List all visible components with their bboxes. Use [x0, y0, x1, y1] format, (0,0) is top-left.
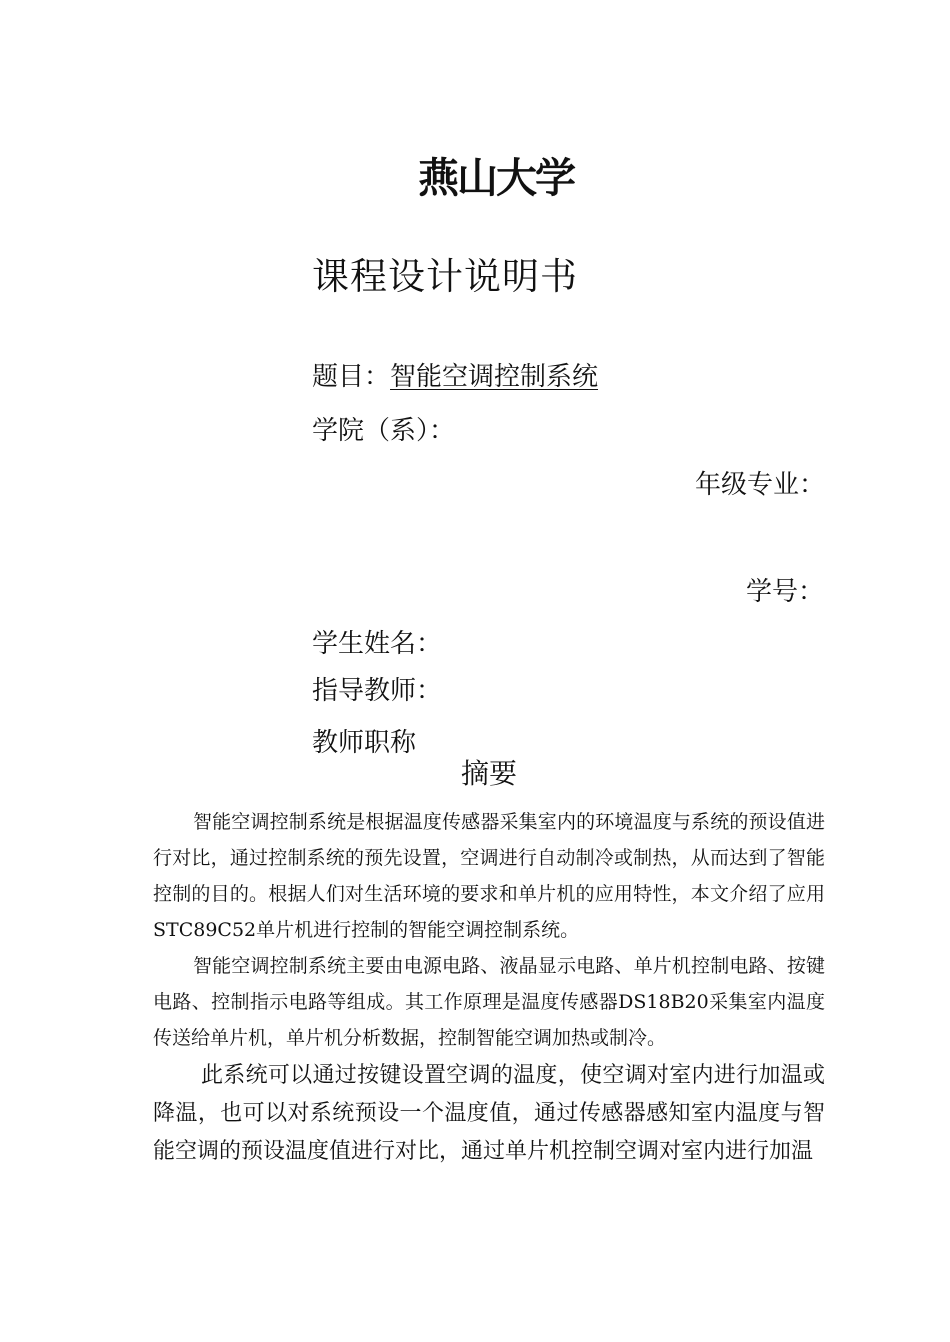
- topic-field: [312, 364, 598, 390]
- major-label: 年级专业：: [695, 470, 826, 500]
- student-id-label: 学号：: [746, 577, 825, 607]
- topic-label: 题目：: [312, 362, 391, 392]
- abstract-body: [153, 804, 825, 1171]
- college-label: 学院（系）：: [312, 416, 456, 446]
- document-title: 课程设计说明书: [312, 255, 578, 298]
- student-name-label: 学生姓名：: [312, 629, 443, 659]
- abstract-heading: 摘要: [461, 757, 518, 790]
- university-name: 燕山大学: [418, 154, 574, 202]
- abstract-paragraph-2: 智能空调控制系统主要由电源电路、液晶显示电路、单片机控制电路、按键电路、控制指示电路等组成。其工作原理是温度传感器DS18B20采集室内温度传送给单片机，单片机分析数据，控制智能空调加热或制冷。: [153, 955, 825, 1049]
- topic-value: 智能空调控制系统: [390, 362, 599, 392]
- advisor-label: 指导教师：: [312, 676, 443, 706]
- abstract-paragraph-3: 此系统可以通过按键设置空调的温度，使空调对室内进行加温或降温，也可以对系统预设一个温度值，通过传感器感知室内温度与智能空调的预设温度值进行对比，通过单片机控制空调对室内进行加温: [153, 1063, 825, 1164]
- abstract-paragraph-1: 智能空调控制系统是根据温度传感器采集室内的环境温度与系统的预设值进行对比，通过控制系统的预先设置，空调进行自动制冷或制热，从而达到了智能控制的目的。根据人们对生活环境的要求和单片机的应用特性，本文介绍了应用STC89C52单片机进行控制的智能空调控制系统。: [153, 811, 825, 941]
- advisor-title-label: 教师职称: [312, 728, 417, 758]
